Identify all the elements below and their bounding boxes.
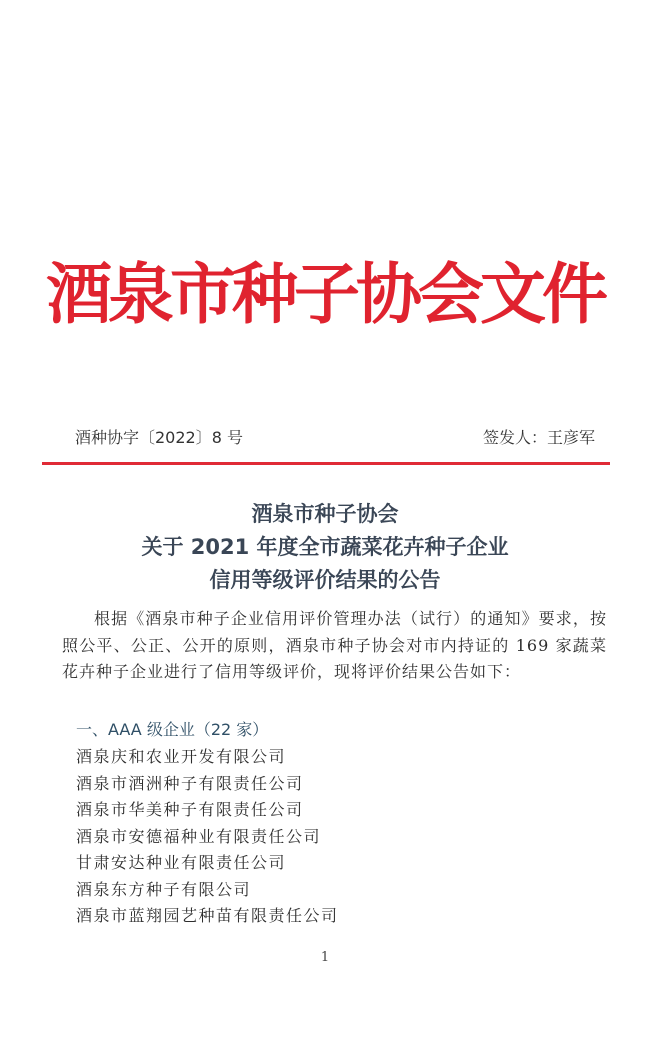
list-item: 酒泉市蓝翔园艺种苗有限责任公司 (76, 906, 339, 925)
title-line-2: 关于 2021 年度全市蔬菜花卉种子企业 (141, 535, 509, 559)
list-item: 酒泉庆和农业开发有限公司 (76, 747, 287, 766)
list-item: 酒泉市酒洲种子有限责任公司 (76, 773, 304, 793)
signer: 签发人：王彦军 (482, 428, 595, 447)
list-item: 酒泉市安德福种业有限责任公司 (76, 826, 322, 846)
section-heading-aaa: 一、AAA 级企业（22 家） (76, 720, 269, 739)
red-divider (42, 462, 610, 465)
list-item: 酒泉市华美种子有限责任公司 (76, 800, 304, 819)
page-number: 1 (320, 950, 330, 965)
announcement-title (40, 498, 610, 597)
document-meta (75, 425, 595, 449)
document-number: 酒种协字〔2022〕8 号 (75, 428, 243, 447)
intro-paragraph: 根据《酒泉市种子企业信用评价管理办法（试行）的通知》要求，按照公平、公正、公开的原则，酒泉市种子协会对市内持证的 169 家蔬菜花卉种子企业进行了信用等级评价，现将评价结果公告如下： (62, 609, 607, 681)
title-line-3: 信用等级评价结果的公告 (209, 568, 441, 592)
list-item: 甘肃安达种业有限责任公司 (76, 853, 287, 872)
body-text (62, 606, 607, 686)
masthead-title: 酒泉市种子协会文件 (46, 255, 604, 333)
title-line-1: 酒泉市种子协会 (251, 502, 399, 526)
list-item: 酒泉东方种子有限公司 (76, 879, 252, 899)
company-list (76, 744, 339, 930)
